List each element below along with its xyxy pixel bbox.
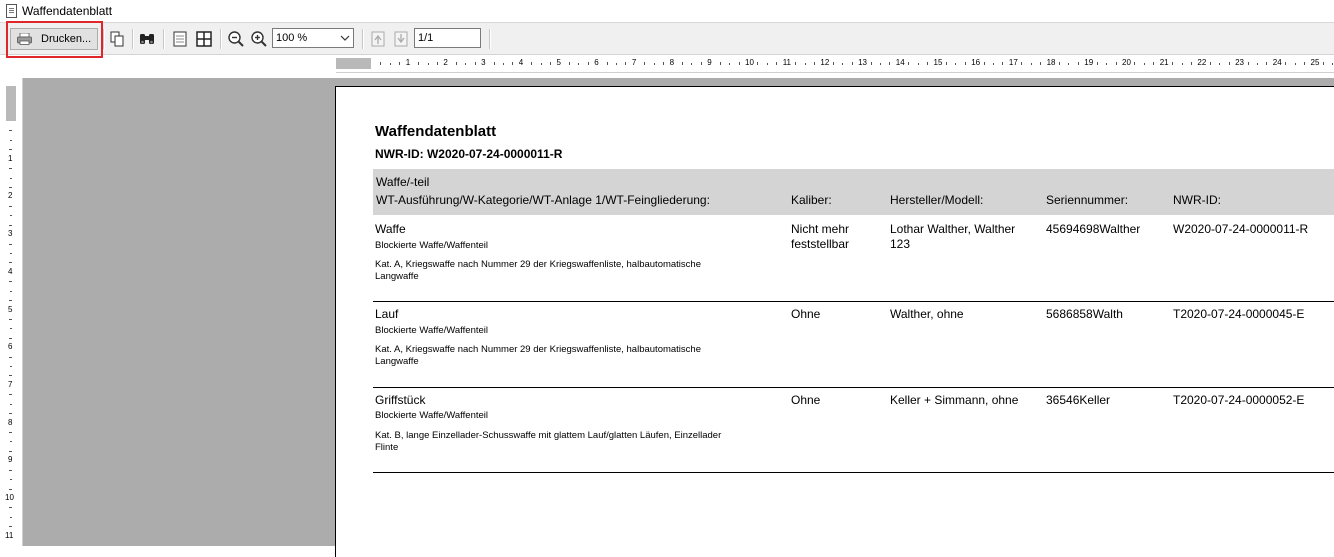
ruler-tick — [1059, 62, 1060, 65]
previous-page-icon[interactable] — [369, 30, 387, 48]
ruler-number: 10 — [745, 58, 754, 67]
ruler-tick — [814, 62, 815, 65]
vertical-ruler-bar — [0, 78, 23, 546]
ruler-tick — [1182, 63, 1183, 65]
ruler-tick — [1210, 62, 1211, 65]
ruler-tick — [418, 62, 419, 65]
ruler-tick — [10, 517, 12, 518]
row-name: Waffe — [375, 222, 406, 236]
ruler-number: 25 — [1310, 58, 1320, 67]
toolbar-separator — [362, 29, 364, 49]
ruler-tick — [503, 63, 504, 65]
ruler-tick — [428, 63, 429, 65]
ruler-tick — [955, 63, 956, 65]
ruler-number: 21 — [1159, 58, 1169, 67]
header-hersteller: Hersteller/Modell: — [890, 193, 984, 207]
ruler-tick — [9, 168, 12, 169]
row-kaliber: Nicht mehr — [791, 222, 850, 236]
ruler-tick — [852, 62, 853, 65]
ruler-tick — [984, 62, 985, 65]
ruler-tick — [1097, 62, 1098, 65]
ruler-tick — [9, 244, 12, 245]
row-seriennummer: 45694698Walther — [1046, 222, 1141, 236]
ruler-tick — [918, 63, 919, 65]
ruler-tick — [550, 62, 551, 65]
ruler-tick — [795, 62, 796, 65]
ruler-tick — [720, 62, 721, 65]
ruler-tick — [390, 63, 391, 65]
ruler-tick — [1031, 63, 1032, 65]
ruler-number: 6 — [8, 342, 13, 352]
ruler-tick — [805, 63, 806, 65]
zoom-in-icon[interactable] — [250, 30, 268, 48]
ruler-number: 4 — [518, 58, 524, 67]
ruler-tick — [729, 63, 730, 65]
ruler-tick — [1229, 62, 1230, 65]
binoculars-icon[interactable] — [138, 30, 156, 48]
ruler-tick — [654, 63, 655, 65]
ruler-tick — [10, 140, 12, 141]
header-seriennummer: Seriennummer: — [1046, 193, 1129, 207]
title-bar — [0, 0, 1334, 22]
ruler-tick — [541, 63, 542, 65]
ruler-number: 22 — [1197, 58, 1207, 67]
chevron-down-icon — [340, 32, 350, 44]
ruler-tick — [9, 281, 12, 282]
zoom-value: 100 % — [276, 32, 308, 44]
row-kategorie-cont: Langwaffe — [375, 271, 419, 282]
ruler-tick — [1106, 63, 1107, 65]
ruler-margin — [6, 86, 16, 121]
ruler-tick — [9, 206, 12, 207]
ruler-tick — [739, 62, 740, 65]
ruler-tick — [9, 187, 12, 188]
ruler-number: 2 — [443, 58, 448, 67]
ruler-tick — [1285, 62, 1286, 65]
ruler-tick — [9, 130, 12, 131]
ruler-tick — [607, 62, 608, 65]
row-kaliber-cont: feststellbar — [791, 237, 850, 251]
ruler-tick — [616, 63, 617, 65]
ruler-tick — [10, 291, 12, 292]
ruler-tick — [9, 357, 12, 358]
row-seriennummer: 36546Keller — [1046, 393, 1111, 407]
ruler-tick — [965, 62, 966, 65]
ruler-tick — [569, 62, 570, 65]
ruler-number: 8 — [8, 417, 13, 427]
ruler-tick — [1257, 63, 1258, 65]
toolbar — [0, 22, 1334, 55]
ruler-tick — [9, 526, 12, 527]
ruler-number: 2 — [8, 191, 13, 201]
row-ausfuehrung: Blockierte Waffe/Waffenteil — [375, 410, 488, 421]
table-row — [373, 215, 1334, 302]
ruler-tick — [437, 62, 438, 65]
ruler-number: 14 — [895, 58, 905, 67]
ruler-tick — [1191, 62, 1192, 65]
row-kategorie: Kat. A, Kriegswaffe nach Nummer 29 der Kriegswaffenliste, halbautomatische — [375, 259, 701, 270]
ruler-tick — [644, 62, 645, 65]
row-name: Lauf — [375, 307, 399, 321]
row-seriennummer: 5686858Walth — [1046, 307, 1123, 321]
ruler-number: 11 — [782, 58, 791, 67]
ruler-tick — [682, 62, 683, 65]
ruler-margin — [336, 58, 371, 69]
toolbar-separator — [220, 29, 222, 49]
ruler-tick — [625, 62, 626, 65]
page-number-field[interactable] — [414, 28, 481, 48]
ruler-tick — [10, 215, 12, 216]
table-row — [373, 302, 1334, 388]
next-page-icon[interactable] — [392, 30, 410, 48]
ruler-tick — [927, 62, 928, 65]
ruler-tick — [9, 319, 12, 320]
ruler-tick — [1021, 62, 1022, 65]
ruler-tick — [10, 404, 12, 405]
row-hersteller: Lothar Walther, Walther — [890, 222, 1016, 236]
zoom-select[interactable] — [272, 28, 354, 48]
ruler-tick — [946, 62, 947, 65]
ruler-tick — [691, 63, 692, 65]
ruler-number: 18 — [1046, 58, 1056, 67]
ruler-tick — [701, 62, 702, 65]
ruler-tick — [9, 394, 12, 395]
ruler-tick — [9, 470, 12, 471]
ruler-number: 3 — [8, 229, 13, 239]
ruler-tick — [1116, 62, 1117, 65]
ruler-tick — [663, 62, 664, 65]
ruler-tick — [9, 262, 12, 263]
ruler-tick — [456, 62, 457, 65]
ruler-tick — [512, 62, 513, 65]
ruler-tick — [1332, 63, 1333, 65]
toolbar-separator — [489, 29, 491, 49]
row-kaliber: Ohne — [791, 307, 821, 321]
ruler-tick — [1068, 63, 1069, 65]
ruler-number: 6 — [594, 58, 599, 67]
toolbar-separator — [103, 29, 105, 49]
row-kategorie-cont: Flinte — [375, 442, 399, 453]
ruler-number: 17 — [1008, 58, 1018, 67]
ruler-tick — [908, 62, 909, 65]
row-name: Griffstück — [375, 393, 426, 407]
ruler-tick — [1323, 62, 1324, 65]
row-nwr-id: W2020-07-24-0000011-R — [1173, 222, 1309, 236]
ruler-number: 10 — [5, 493, 14, 502]
ruler-tick — [767, 63, 768, 65]
ruler-tick — [9, 507, 12, 508]
ruler-tick — [1153, 62, 1154, 65]
ruler-number: 5 — [556, 58, 561, 67]
row-kategorie-cont: Langwaffe — [375, 356, 419, 367]
ruler-tick — [9, 413, 12, 414]
ruler-number: 9 — [8, 455, 13, 465]
page-number-value: 1/1 — [418, 32, 434, 44]
ruler-number: 16 — [971, 58, 981, 67]
ruler-tick — [10, 328, 12, 329]
ruler-tick — [1295, 63, 1296, 65]
ruler-tick — [9, 451, 12, 452]
row-hersteller: Keller + Simmann, ohne — [890, 393, 1019, 407]
ruler-tick — [757, 62, 758, 65]
ruler-tick — [1144, 63, 1145, 65]
ruler-number: 9 — [707, 58, 712, 67]
ruler-tick — [776, 62, 777, 65]
ruler-number: 7 — [631, 58, 637, 67]
header-ausfuehrung: WT-Ausführung/W-Kategorie/WT-Anlage 1/WT-Feingliederung: — [376, 193, 710, 207]
ruler-tick — [889, 62, 890, 65]
ruler-number: 13 — [858, 58, 867, 67]
ruler-tick — [9, 338, 12, 339]
ruler-number: 8 — [669, 58, 675, 67]
ruler-tick — [10, 366, 12, 367]
ruler-tick — [1304, 62, 1305, 65]
ruler-tick — [1219, 63, 1220, 65]
ruler-tick — [880, 63, 881, 65]
ruler-number: 1 — [405, 58, 411, 67]
ruler-tick — [475, 62, 476, 65]
row-ausfuehrung: Blockierte Waffe/Waffenteil — [375, 325, 488, 336]
ruler-tick — [1040, 62, 1041, 65]
ruler-number: 20 — [1122, 58, 1131, 67]
ruler-tick — [1266, 62, 1267, 65]
ruler-tick — [9, 300, 12, 301]
ruler-tick — [9, 225, 12, 226]
report-subtitle: NWR-ID: W2020-07-24-0000011-R — [375, 147, 563, 161]
ruler-tick — [494, 62, 495, 65]
row-kategorie: Kat. A, Kriegswaffe nach Nummer 29 der Kriegswaffenliste, halbautomatische — [375, 344, 701, 355]
row-nwr-id: T2020-07-24-0000045-E — [1173, 307, 1305, 321]
row-hersteller: Walther, ohne — [890, 307, 964, 321]
row-kaliber: Ohne — [791, 393, 821, 407]
ruler-tick — [1248, 62, 1249, 65]
ruler-number: 4 — [8, 266, 13, 276]
print-button-highlight — [6, 21, 103, 58]
window-title: Waffendatenblatt — [22, 4, 113, 18]
header-waffe-teil: Waffe/-teil — [376, 175, 430, 189]
multi-page-icon[interactable] — [195, 30, 213, 48]
single-page-icon[interactable] — [171, 30, 189, 48]
ruler-tick — [1172, 62, 1173, 65]
row-ausfuehrung: Blockierte Waffe/Waffenteil — [375, 240, 488, 251]
ruler-number: 5 — [8, 304, 13, 314]
ruler-tick — [9, 149, 12, 150]
vertical-ruler — [5, 86, 17, 546]
ruler-tick — [1002, 62, 1003, 65]
ruler-tick — [9, 375, 12, 376]
ruler-tick — [1134, 62, 1135, 65]
ruler-tick — [10, 479, 12, 480]
ruler-tick — [1078, 62, 1079, 65]
ruler-tick — [10, 441, 12, 442]
row-nwr-id: T2020-07-24-0000052-E — [1173, 393, 1305, 407]
header-nwr-id: NWR-ID: — [1173, 193, 1221, 207]
ruler-number: 15 — [933, 58, 943, 67]
horizontal-ruler — [336, 56, 1334, 73]
ruler-number: 3 — [481, 58, 486, 67]
toolbar-separator — [163, 29, 165, 49]
ruler-number: 1 — [8, 153, 13, 163]
ruler-number: 11 — [5, 530, 14, 540]
document-icon — [6, 4, 17, 18]
ruler-number: 19 — [1084, 58, 1094, 67]
table-header — [373, 169, 1334, 215]
row-kategorie: Kat. B, lange Einzellader-Schusswaffe mit glattem Lauf/glatten Läufen, Einzellader — [375, 430, 722, 441]
ruler-tick — [9, 489, 12, 490]
ruler-tick — [531, 62, 532, 65]
ruler-tick — [380, 62, 381, 65]
ruler-tick — [399, 62, 400, 65]
ruler-tick — [842, 63, 843, 65]
ruler-tick — [465, 63, 466, 65]
zoom-out-icon[interactable] — [227, 30, 245, 48]
ruler-tick — [10, 253, 12, 254]
ruler-number: 12 — [820, 58, 830, 67]
table-row — [373, 388, 1334, 473]
ruler-tick — [10, 178, 12, 179]
ruler-number: 23 — [1235, 58, 1244, 67]
ruler-number: 7 — [8, 379, 13, 389]
ruler-tick — [9, 432, 12, 433]
ruler-tick — [588, 62, 589, 65]
print-button-label: Drucken... — [41, 33, 92, 45]
ruler-tick — [833, 62, 834, 65]
toolbar-separator — [132, 29, 134, 49]
header-kaliber: Kaliber: — [791, 193, 832, 207]
report-title: Waffendatenblatt — [375, 123, 497, 140]
ruler-number: 24 — [1272, 58, 1282, 67]
ruler-tick — [578, 63, 579, 65]
copy-icon[interactable] — [108, 30, 126, 48]
row-hersteller-cont: 123 — [890, 237, 911, 251]
ruler-tick — [871, 62, 872, 65]
ruler-tick — [993, 63, 994, 65]
